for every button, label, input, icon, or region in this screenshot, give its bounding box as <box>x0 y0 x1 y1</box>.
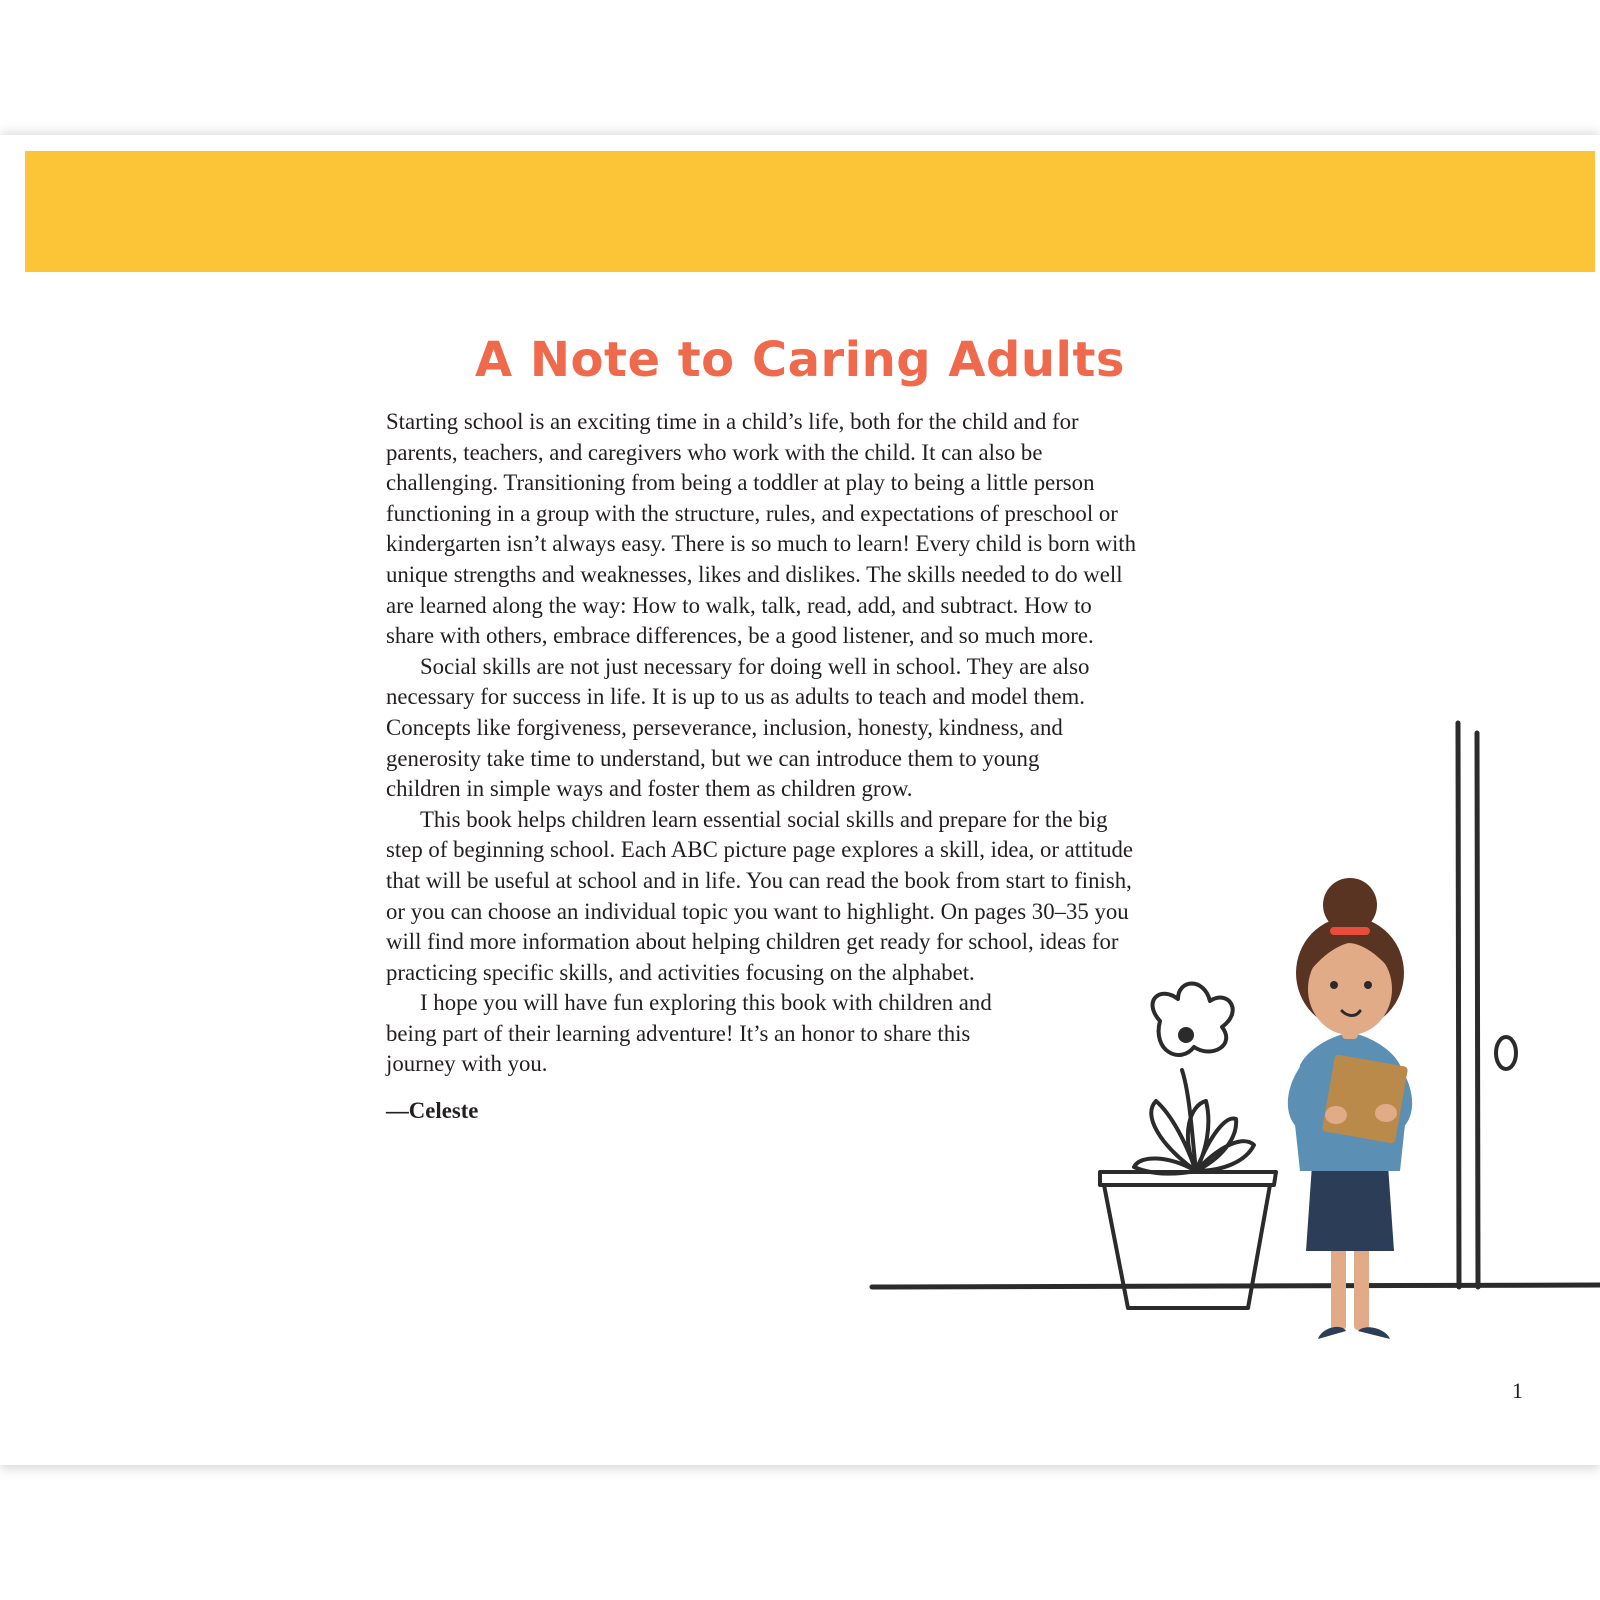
text-line: unique strengths and weaknesses, likes and dislikes. The skills needed to do well <box>386 561 1123 587</box>
teacher-illustration <box>860 715 1600 1365</box>
teacher-eyes <box>1330 981 1338 989</box>
teacher-hair-tie <box>1330 927 1370 935</box>
line-art <box>872 723 1600 1308</box>
text-line: Concepts like forgiveness, perseverance, inclusion, honesty, kindness, and <box>386 714 1063 740</box>
header-color-band <box>25 151 1595 272</box>
text-line: I hope you will have fun exploring this book with children and <box>420 990 992 1016</box>
signature: —Celeste <box>386 1098 479 1123</box>
page-number: 1 <box>1512 1378 1523 1403</box>
teacher-hands <box>1325 1106 1347 1124</box>
text-line: practicing specific skills, and activities focusing on the alphabet. <box>386 959 975 985</box>
text-line: will find more information about helping children get ready for school, ideas for <box>386 929 1119 955</box>
flower-center <box>1178 1027 1194 1043</box>
page-title: A Note to Caring Adults <box>475 332 1125 388</box>
teacher-skirt <box>1306 1165 1394 1251</box>
door-frame <box>1458 723 1478 1287</box>
text-line: share with others, embrace differences, be a good listener, and so much more. <box>386 623 1094 649</box>
text-line: are learned along the way: How to walk, talk, read, add, and subtract. How to <box>386 592 1092 618</box>
teacher-clipboard <box>1322 1054 1408 1144</box>
text-line: kindergarten isn’t always easy. There is so much to learn! Every child is born with <box>386 531 1137 557</box>
flower-bloom <box>1153 984 1233 1055</box>
text-line: being part of their learning adventure! It’s an honor to share this <box>386 1020 971 1046</box>
door-knob <box>1496 1037 1516 1069</box>
book-page <box>0 135 1600 1465</box>
text-line: or you can choose an individual topic you want to highlight. On pages 30–35 you <box>386 898 1129 924</box>
paragraph-1 <box>386 407 1216 652</box>
teacher-eyes-right <box>1364 981 1372 989</box>
teacher-leg-right <box>1354 1245 1369 1330</box>
text-line: This book helps children learn essential social skills and prepare for the big <box>420 806 1108 832</box>
text-line: generosity take time to understand, but we can introduce them to young <box>386 745 1040 771</box>
teacher-leg-left <box>1331 1245 1346 1330</box>
text-line: children in simple ways and foster them as children grow. <box>386 776 913 802</box>
text-line: Social skills are not just necessary for doing well in school. They are also <box>420 653 1090 679</box>
text-line: journey with you. <box>386 1051 548 1077</box>
text-line: Starting school is an exciting time in a child’s life, both for the child and for <box>386 409 1079 434</box>
text-line: step of beginning school. Each ABC picture page explores a skill, idea, or attitude <box>386 837 1134 863</box>
floor-line <box>872 1285 1600 1287</box>
text-line: that will be useful at school and in life. You can read the book from start to finish, <box>386 867 1132 893</box>
text-line: functioning in a group with the structure, rules, and expectations of preschool or <box>386 500 1118 526</box>
text-line: necessary for success in life. It is up to us as adults to teach and model them. <box>386 684 1085 710</box>
teacher-shoes <box>1318 1327 1390 1339</box>
teacher-hair-bun <box>1323 878 1377 932</box>
text-line: challenging. Transitioning from being a toddler at play to being a little person <box>386 470 1095 496</box>
teacher-figure <box>1288 878 1412 1339</box>
text-line: parents, teachers, and caregivers who work with the child. It can also be <box>386 439 1043 465</box>
teacher-hands-right <box>1375 1104 1397 1122</box>
